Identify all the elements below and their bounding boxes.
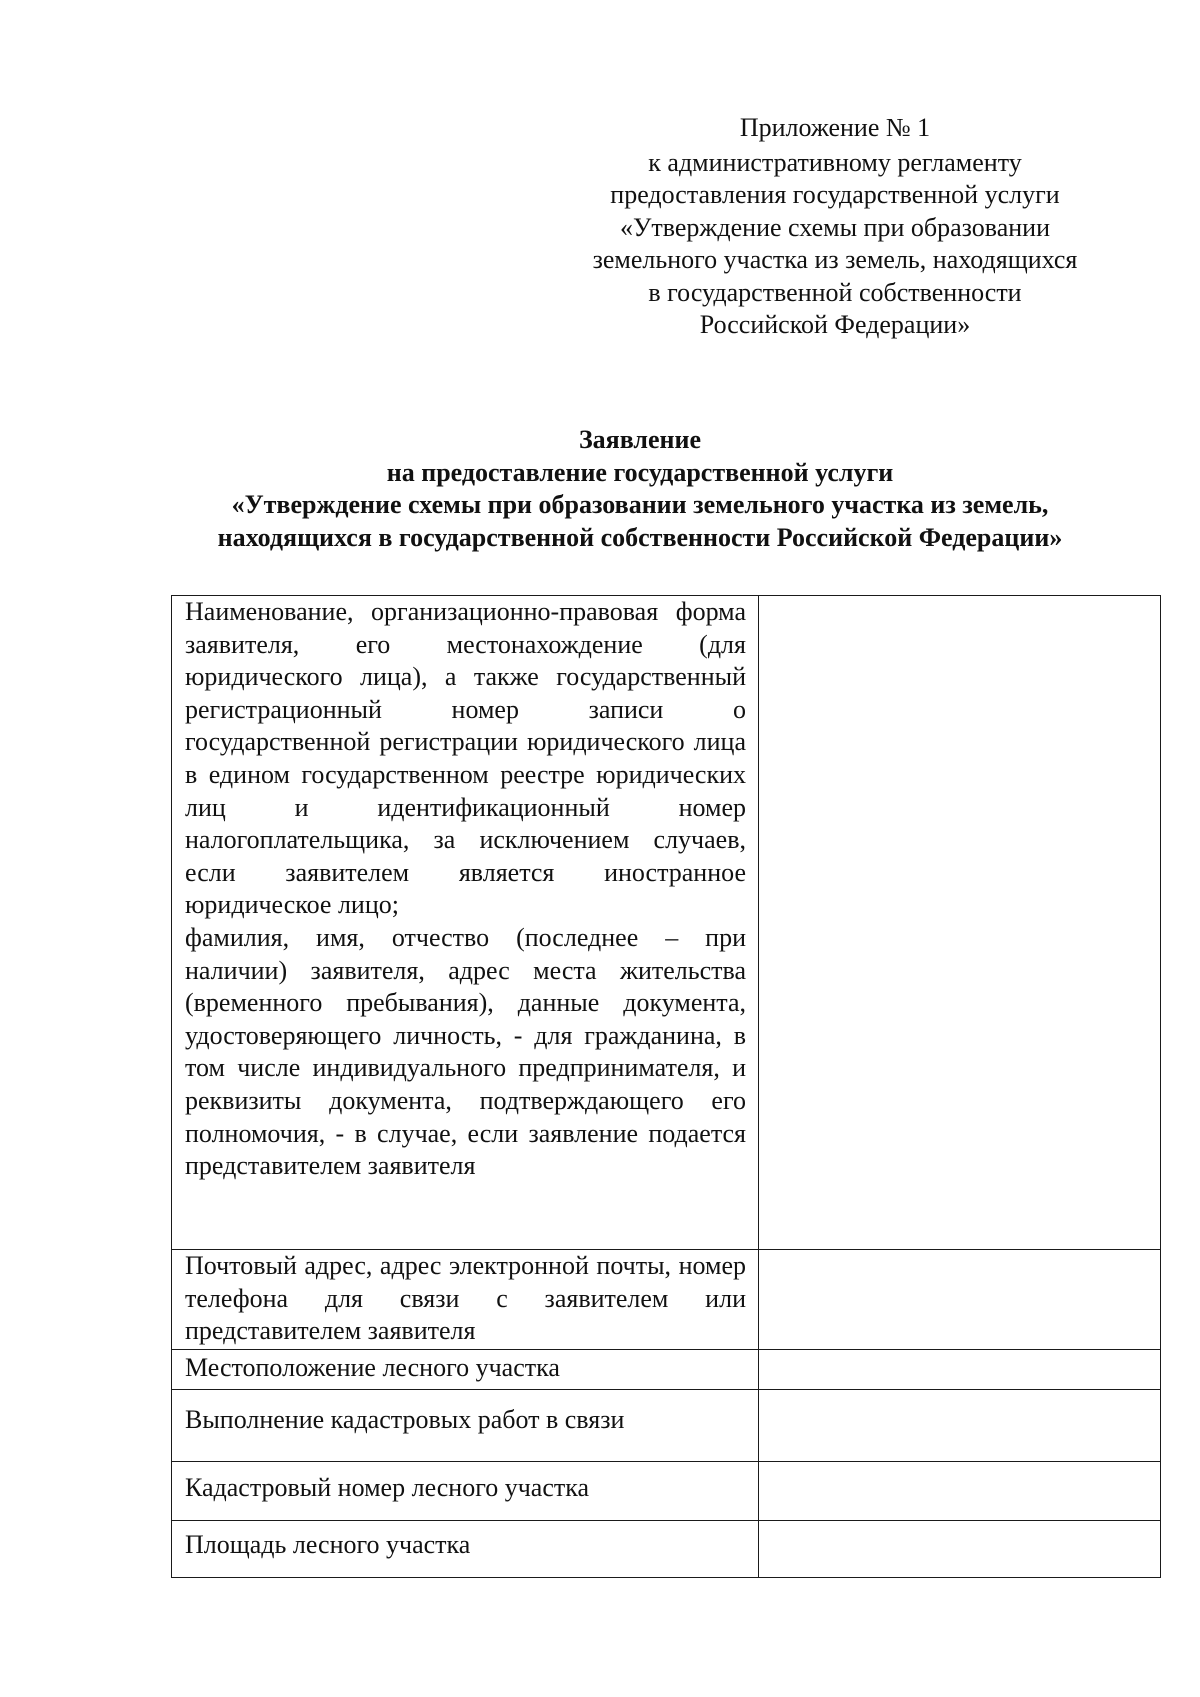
label-paragraph: Местоположение лесного участка: [185, 1353, 560, 1382]
appendix-line: предоставления государственной услуги: [610, 180, 1060, 209]
row-label: [172, 1350, 759, 1390]
contacts-field[interactable]: [759, 1250, 1161, 1350]
row-label: [172, 1462, 759, 1521]
form-row-contacts: [172, 1250, 1161, 1350]
cadastral-number-field[interactable]: [759, 1462, 1161, 1521]
appendix-line: земельного участка из земель, находящихся: [592, 245, 1078, 274]
form-row-cadastral-works: [172, 1390, 1161, 1462]
applicant-details-field[interactable]: [759, 596, 1161, 1250]
label-paragraph: Кадастровый номер лесного участка: [185, 1473, 590, 1502]
appendix-line: «Утверждение схемы при образовании: [620, 212, 1050, 242]
label-paragraph: Площадь лесного участка: [185, 1530, 471, 1559]
document-title: Заявление: [578, 425, 702, 454]
form-row-applicant-details: [172, 596, 1161, 1250]
row-label: [172, 1521, 759, 1578]
appendix-header: [565, 112, 1105, 342]
service-name-line: «Утверждение схемы при образовании земельного участка из земель,: [231, 490, 1049, 519]
label-paragraph: Выполнение кадастровых работ в связи: [185, 1405, 625, 1434]
cadastral-works-field[interactable]: [759, 1390, 1161, 1462]
service-name-line: находящихся в государственной собственности Российской Федерации»: [217, 522, 1063, 552]
area-field[interactable]: [759, 1521, 1161, 1578]
application-form-table: [171, 595, 1161, 1578]
appendix-line: в государственной собственности: [648, 277, 1022, 307]
label-paragraph: Почтовый адрес, адрес электронной почты, номер телефона для связи с заявителем или представителем заявителя: [185, 1251, 746, 1346]
appendix-line: Российской Федерации»: [699, 310, 971, 339]
location-field[interactable]: [759, 1350, 1161, 1390]
form-row-area: [172, 1521, 1161, 1578]
appendix-title: Приложение № 1: [739, 113, 931, 142]
row-label: [172, 1250, 759, 1350]
form-row-location: [172, 1350, 1161, 1390]
appendix-line: к административному регламенту: [648, 147, 1022, 177]
document-heading: [150, 424, 1130, 554]
document-subtitle: на предоставление государственной услуги: [386, 457, 894, 487]
row-label: [172, 1390, 759, 1462]
label-paragraph: Наименование, организационно-правовая форма заявителя, его местонахождение (для юридического лица), а также государственный регистрационный номер записи о государственной регистрации юридического лица в едином государственном реестре юридических лиц и идентификационный номер налогоплательщика, за исключением случаев, если заявителем является иностранное юридическое лицо;: [185, 597, 746, 920]
form-row-cadastral-number: [172, 1462, 1161, 1521]
row-label: [172, 596, 759, 1250]
label-paragraph: фамилия, имя, отчество (последнее – при наличии) заявителя, адрес места жительства (временного пребывания), данные документа, удостоверяющего личность, - для гражданина, в том числе индивидуального предпринимателя, и реквизиты документа, подтверждающего его полномочия, - в случае, если заявление подается представителем заявителя: [185, 922, 746, 1181]
